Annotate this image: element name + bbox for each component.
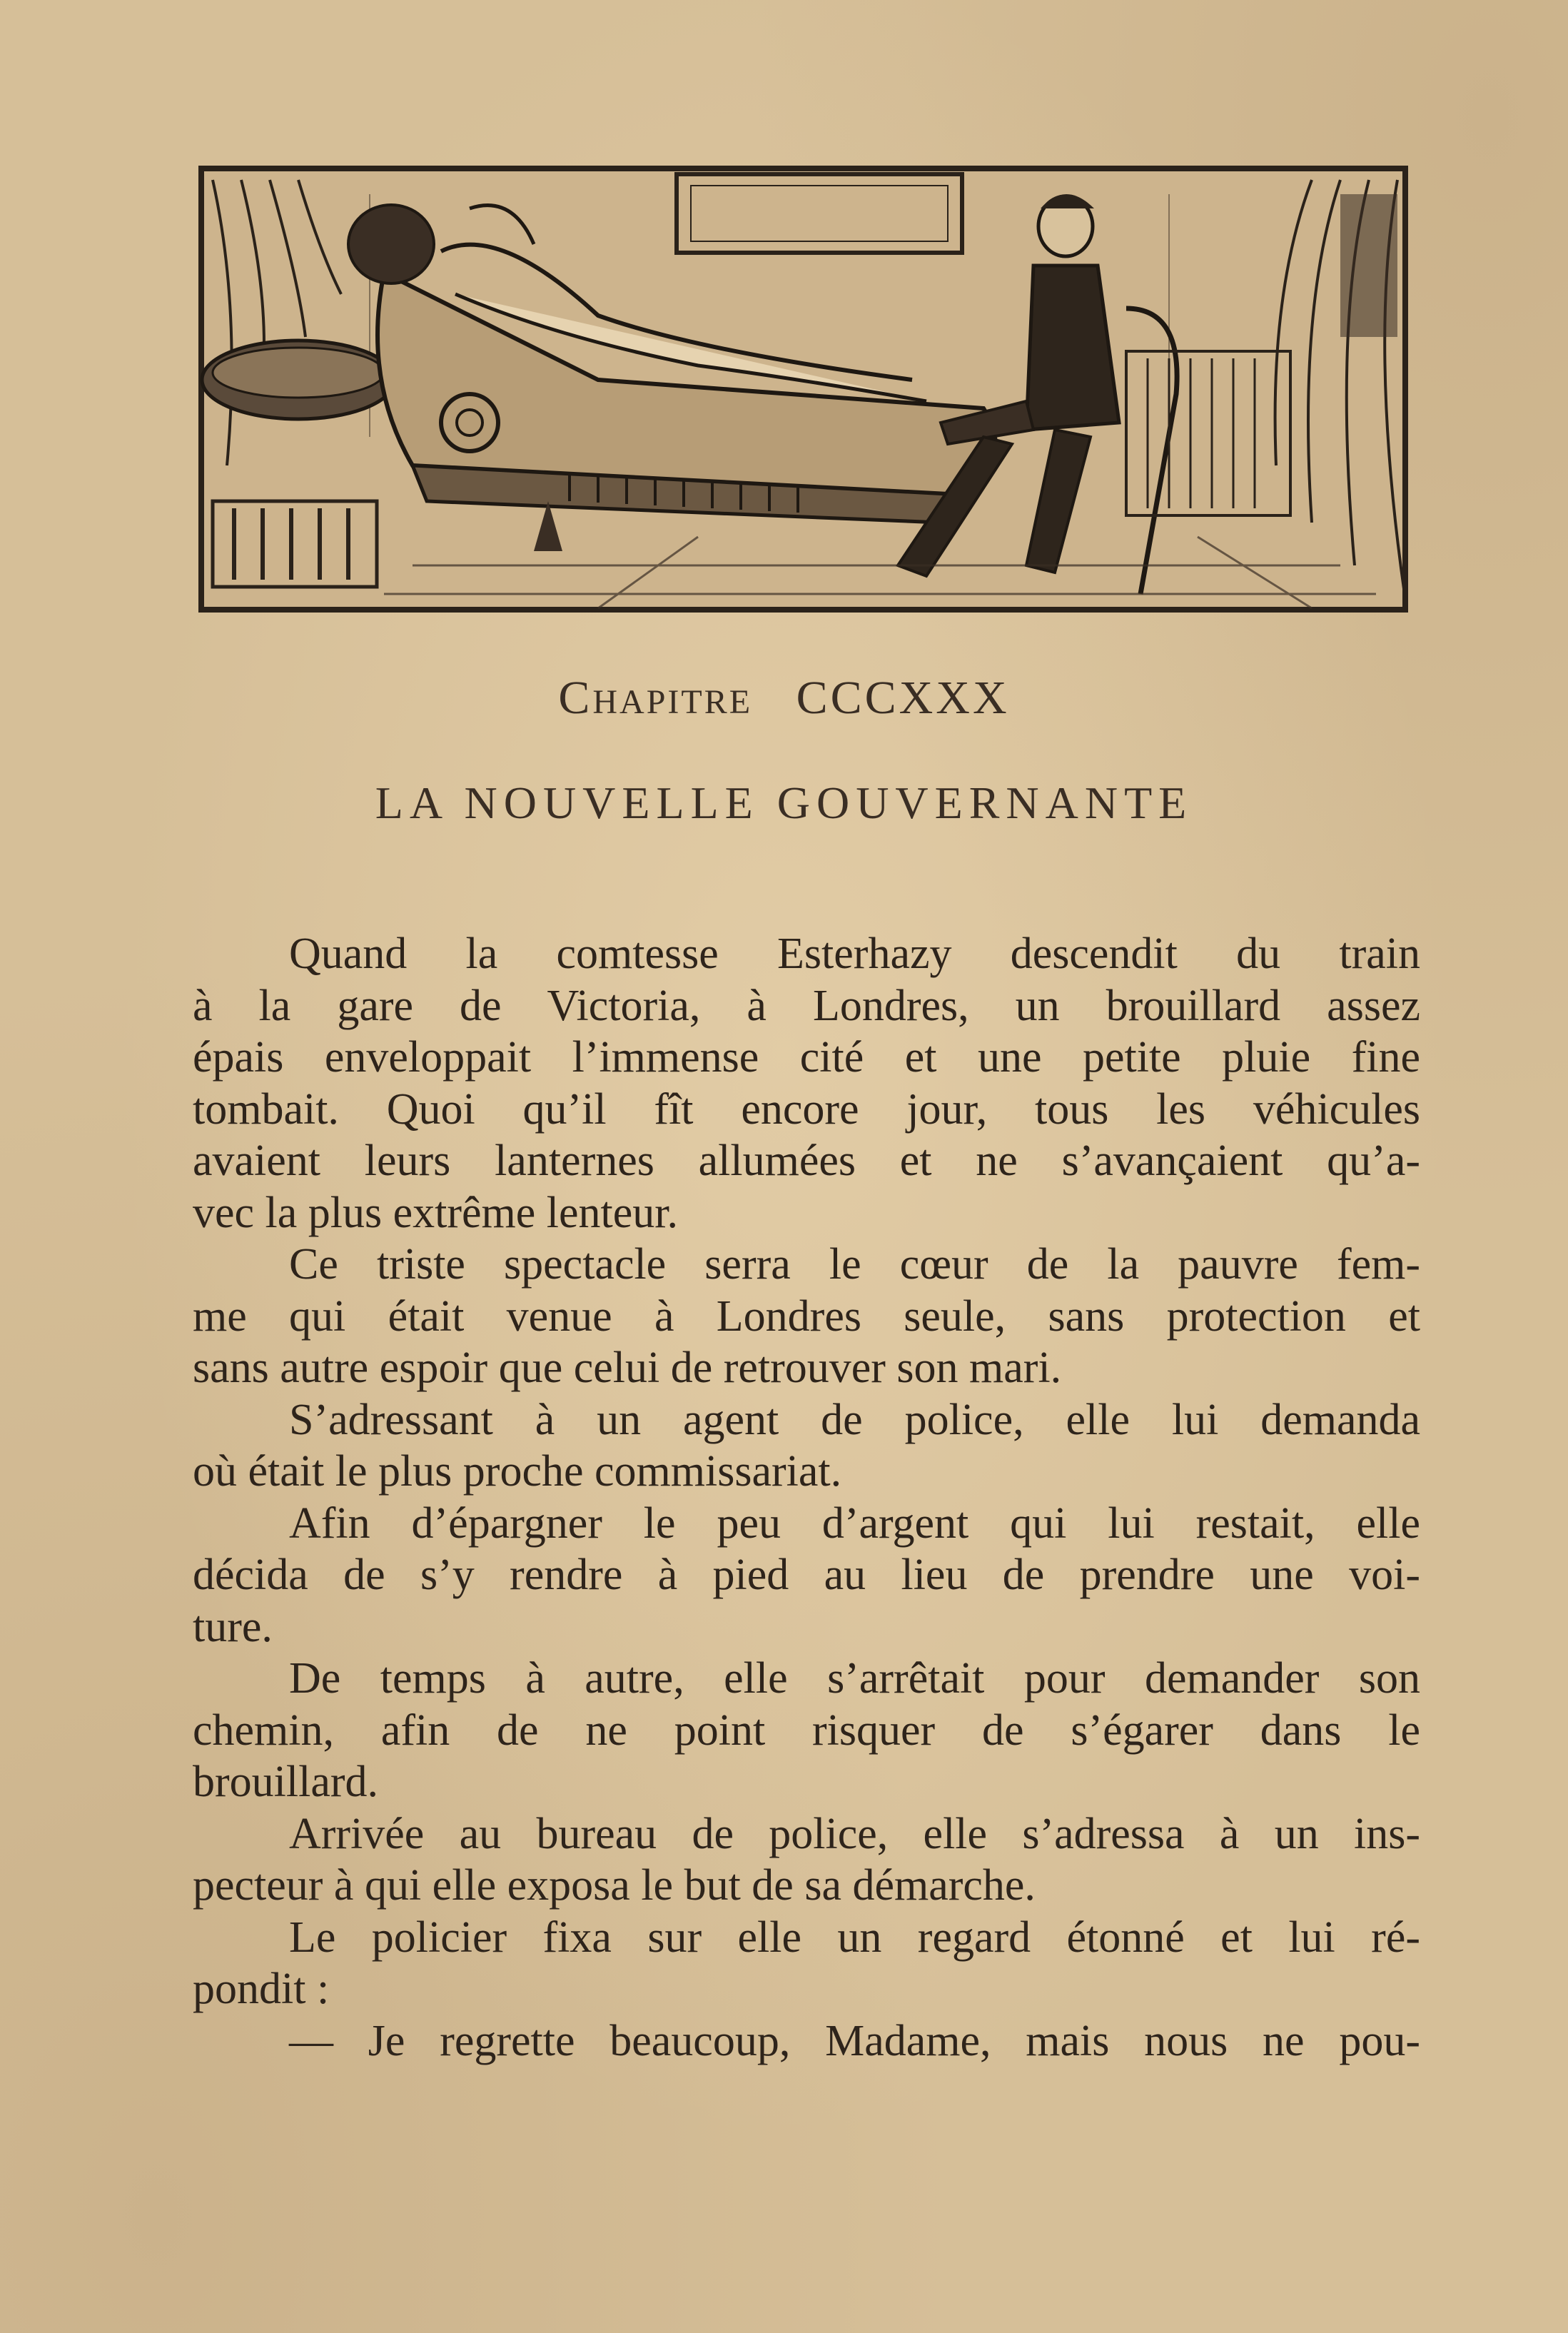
text-line: brouillard. [193, 1758, 378, 1806]
chapter-roman-numeral: CCCXXX [796, 672, 1010, 724]
chapter-label-initial: C [558, 672, 593, 724]
text-line: me qui était venue à Londres seule, sans protection et [193, 1291, 1420, 1341]
paragraph [193, 1394, 1420, 1498]
text-line: pecteur à qui elle exposa le but de sa démarche. [193, 1861, 1036, 1910]
text-line: où était le plus proche commissariat. [193, 1447, 842, 1496]
paragraph [193, 1653, 1420, 1808]
body-text [193, 928, 1420, 2067]
chapter-number [0, 671, 1568, 725]
text-line: Ce triste spectacle serra le cœur de la pauvre fem- [289, 1240, 1420, 1289]
chapter-label-rest: HAPITRE [592, 683, 753, 721]
text-line: Quand la comtesse Esterhazy descendit du train [289, 929, 1420, 978]
text-line: tombait. Quoi qu’il fît encore jour, tous les véhicules [193, 1084, 1420, 1134]
paragraph [193, 2015, 1420, 2067]
engraving-illustration [198, 166, 1408, 613]
text-line: Le policier fixa sur elle un regard étonné et lui ré- [289, 1913, 1420, 1962]
text-line: épais enveloppait l’immense cité et une petite pluie fine [193, 1033, 1420, 1082]
text-line: pondit : [193, 1965, 330, 2013]
paragraph [193, 928, 1420, 1239]
text-line: décida de s’y rendre à pied au lieu de prendre une voi- [193, 1551, 1420, 1599]
text-line: ture. [193, 1602, 273, 1651]
text-line: à la gare de Victoria, à Londres, un brouillard assez [193, 981, 1420, 1030]
text-line: sans autre espoir que celui de retrouver son mari. [193, 1344, 1062, 1392]
text-line: chemin, afin de ne point risquer de s’égarer dans le [193, 1705, 1420, 1755]
paragraph [193, 1808, 1420, 1912]
paragraph [193, 1239, 1420, 1394]
text-line: — Je regrette beaucoup, Madame, mais nous ne pou- [289, 2016, 1420, 2065]
text-line: S’adressant à un agent de police, elle lui demanda [289, 1395, 1420, 1444]
text-line: De temps à autre, elle s’arrêtait pour demander son [289, 1654, 1420, 1703]
paragraph [193, 1912, 1420, 2015]
text-line: avaient leurs lanternes allumées et ne s’avançaient qu’a- [193, 1137, 1420, 1185]
text-line: Arrivée au bureau de police, elle s’adressa à un ins- [289, 1809, 1420, 1858]
chapter-title: LA NOUVELLE GOUVERNANTE [375, 777, 1193, 828]
text-line: Afin d’épargner le peu d’argent qui lui restait, elle [289, 1498, 1420, 1548]
chaise-longue-scene-icon [198, 166, 1408, 613]
paragraph [193, 1498, 1420, 1653]
text-line: vec la plus extrême lenteur. [193, 1188, 679, 1237]
